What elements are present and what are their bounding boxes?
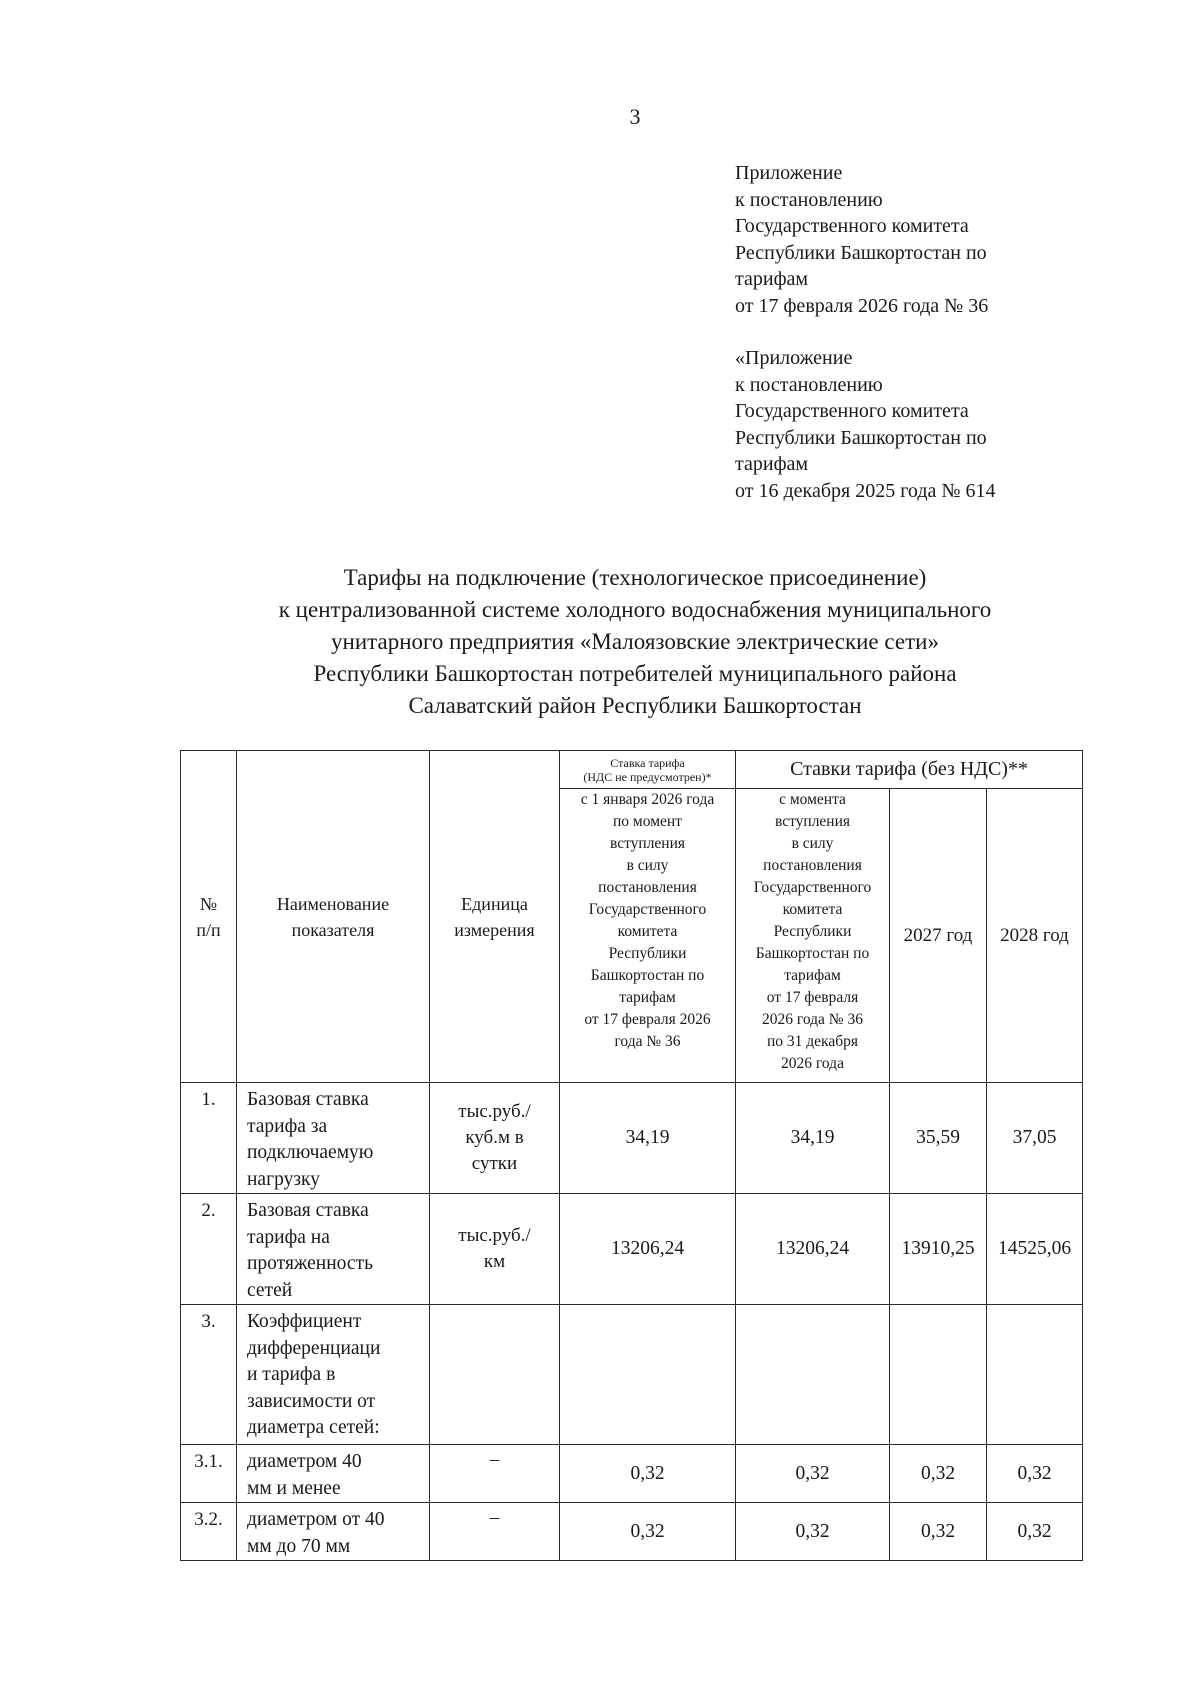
- appendix-line: тарифам: [735, 268, 809, 290]
- header-period-line: Башкортостан по: [755, 945, 870, 962]
- row-name-line: диаметра сетей:: [247, 1417, 380, 1438]
- row-name: [237, 1305, 430, 1445]
- row-unit-line: куб.м в: [465, 1127, 524, 1148]
- row-name-line: дифференциаци: [247, 1337, 381, 1359]
- appendix-line: Государственного комитета: [735, 215, 969, 237]
- row-value-2027: 35,59: [890, 1083, 987, 1194]
- header-period-line: по момент: [613, 813, 682, 830]
- row-value-2028: 14525,06: [987, 1194, 1083, 1305]
- row-value-period-2: 0,32: [736, 1503, 890, 1561]
- header-period-line: Республики: [773, 923, 852, 940]
- row-name-line: нагрузку: [247, 1168, 320, 1190]
- row-value-2028: 0,32: [987, 1445, 1083, 1503]
- header-period-line: вступления: [774, 813, 851, 830]
- row-num: 3.2.: [181, 1503, 237, 1561]
- row-name-line: диаметром 40: [247, 1451, 362, 1472]
- title-line: Республики Башкортостан потребителей муниципального района: [313, 661, 957, 686]
- row-num: 3.: [181, 1305, 237, 1445]
- row-value-period-1: [560, 1305, 736, 1445]
- header-period-line: постановления: [598, 879, 697, 896]
- appendix-line: Приложение: [735, 162, 843, 184]
- header-period-line: 2026 года: [781, 1055, 844, 1072]
- header-rate-no-vat-line: Ставка тарифа: [610, 755, 685, 770]
- header-unit-line: измерения: [454, 919, 535, 940]
- row-num: 1.: [181, 1083, 237, 1194]
- header-num: [181, 751, 237, 1083]
- row-unit-line: тыс.руб./: [458, 1225, 531, 1246]
- row-value-period-2: [736, 1305, 890, 1445]
- page-number: 3: [629, 104, 641, 129]
- header-period-line: тарифам: [619, 989, 676, 1006]
- table-row: [181, 1194, 1083, 1305]
- appendix-line: Республики Башкортостан по: [735, 241, 987, 264]
- header-period-line: в силу: [626, 857, 669, 874]
- header-period-line: Республики: [608, 945, 687, 962]
- header-name-line: Наименование: [276, 893, 390, 914]
- row-name: [237, 1083, 430, 1194]
- row-unit: –: [430, 1445, 560, 1503]
- row-unit: [430, 1194, 560, 1305]
- row-value-period-2: 13206,24: [736, 1194, 890, 1305]
- header-unit-line: Единица: [461, 893, 528, 914]
- header-period-line: в силу: [791, 835, 834, 852]
- header-period-line: вступления: [609, 835, 686, 852]
- appendix-line: к постановлению: [735, 373, 883, 396]
- row-unit: [430, 1305, 560, 1445]
- row-num: 3.1.: [181, 1445, 237, 1503]
- row-value-2027: 13910,25: [890, 1194, 987, 1305]
- row-name-line: тарифа на: [247, 1226, 330, 1248]
- header-name: [237, 751, 430, 1083]
- header-unit: [430, 751, 560, 1083]
- header-period-line: Государственного: [588, 901, 707, 918]
- row-name-line: Базовая ставка: [247, 1200, 369, 1221]
- table-row: [181, 1503, 1083, 1561]
- row-name: [237, 1445, 430, 1503]
- table-row: [181, 1305, 1083, 1445]
- row-unit-line: км: [483, 1251, 506, 1272]
- appendix-line: Республики Башкортостан по: [735, 426, 987, 449]
- header-year-2027: 2027 год: [890, 789, 987, 1083]
- row-name-line: и тарифа в: [247, 1364, 336, 1385]
- appendix-line: к постановлению: [735, 188, 883, 211]
- row-unit: –: [430, 1503, 560, 1561]
- header-period-line: комитета: [782, 901, 843, 918]
- row-name-line: протяженность: [247, 1253, 373, 1274]
- row-name-line: диаметром от 40: [247, 1509, 385, 1530]
- row-value-2027: 0,32: [890, 1445, 987, 1503]
- header-period-line: с момента: [779, 791, 846, 808]
- header-period-line: от 17 февраля 2026: [584, 1011, 711, 1028]
- header-period-line: Государственного: [753, 879, 872, 896]
- row-value-2028: 0,32: [987, 1503, 1083, 1561]
- row-unit: [430, 1083, 560, 1194]
- appendix-line: тарифам: [735, 453, 809, 475]
- row-value-2028: 37,05: [987, 1083, 1083, 1194]
- row-name: [237, 1194, 430, 1305]
- document-title: [130, 562, 1140, 722]
- row-name-line: зависимости от: [247, 1390, 376, 1412]
- header-period-2: [736, 789, 890, 1083]
- row-name-line: Коэффициент: [247, 1311, 362, 1332]
- row-value-2027: [890, 1305, 987, 1445]
- header-period-line: года № 36: [614, 1033, 681, 1050]
- header-period-line: постановления: [763, 857, 862, 874]
- row-name-line: сетей: [247, 1279, 293, 1301]
- appendix-line: «Приложение: [735, 347, 853, 369]
- header-period-line: тарифам: [784, 967, 841, 984]
- row-name-line: мм и менее: [247, 1477, 341, 1499]
- row-value-2028: [987, 1305, 1083, 1445]
- header-name-line: показателя: [291, 919, 375, 940]
- header-rate-no-vat: [560, 751, 736, 789]
- appendix-current-reference: [735, 160, 1075, 319]
- header-year-2028: 2028 год: [987, 789, 1083, 1083]
- row-unit-line: сутки: [471, 1153, 518, 1174]
- row-name-line: тарифа за: [247, 1115, 328, 1137]
- title-line: Салаватский район Республики Башкортостан: [408, 693, 862, 718]
- row-num: 2.: [181, 1194, 237, 1305]
- header-period-line: 2026 года № 36: [762, 1011, 863, 1028]
- header-num-line: п/п: [196, 919, 221, 940]
- title-line: к централизованной системе холодного водоснабжения муниципального: [278, 597, 992, 622]
- appendix-previous-reference: [735, 345, 1075, 504]
- row-value-period-1: 0,32: [560, 1445, 736, 1503]
- appendix-line: Государственного комитета: [735, 400, 969, 422]
- row-value-period-1: 34,19: [560, 1083, 736, 1194]
- header-period-line: комитета: [617, 923, 678, 940]
- row-value-2027: 0,32: [890, 1503, 987, 1561]
- table-row: [181, 1083, 1083, 1194]
- row-name-line: мм до 70 мм: [247, 1535, 351, 1557]
- header-period-line: Башкортостан по: [590, 967, 705, 984]
- header-rate-no-vat-line: (НДС не предусмотрен)*: [583, 769, 712, 784]
- row-value-period-2: 0,32: [736, 1445, 890, 1503]
- row-value-period-1: 0,32: [560, 1503, 736, 1561]
- header-period-line: от 17 февраля: [766, 989, 859, 1006]
- header-rate-excl-vat: Ставки тарифа (без НДС)**: [736, 751, 1083, 789]
- row-unit-line: тыс.руб./: [458, 1101, 531, 1122]
- appendix-line: от 16 декабря 2025 года № 614: [735, 479, 996, 502]
- tariff-table: [180, 750, 1083, 1561]
- row-value-period-1: 13206,24: [560, 1194, 736, 1305]
- row-value-period-2: 34,19: [736, 1083, 890, 1194]
- header-period-line: по 31 декабря: [766, 1033, 858, 1050]
- title-line: унитарного предприятия «Малоязовские электрические сети»: [331, 629, 939, 654]
- row-name: [237, 1503, 430, 1561]
- title-line: Тарифы на подключение (технологическое присоединение): [343, 565, 927, 590]
- header-num-line: №: [199, 893, 218, 914]
- row-name-line: подключаемую: [247, 1142, 374, 1163]
- row-name-line: Базовая ставка: [247, 1089, 369, 1110]
- header-period-1: [560, 789, 736, 1083]
- table-row: [181, 1445, 1083, 1503]
- header-period-line: с 1 января 2026 года: [580, 791, 715, 808]
- appendix-line: от 17 февраля 2026 года № 36: [735, 294, 989, 317]
